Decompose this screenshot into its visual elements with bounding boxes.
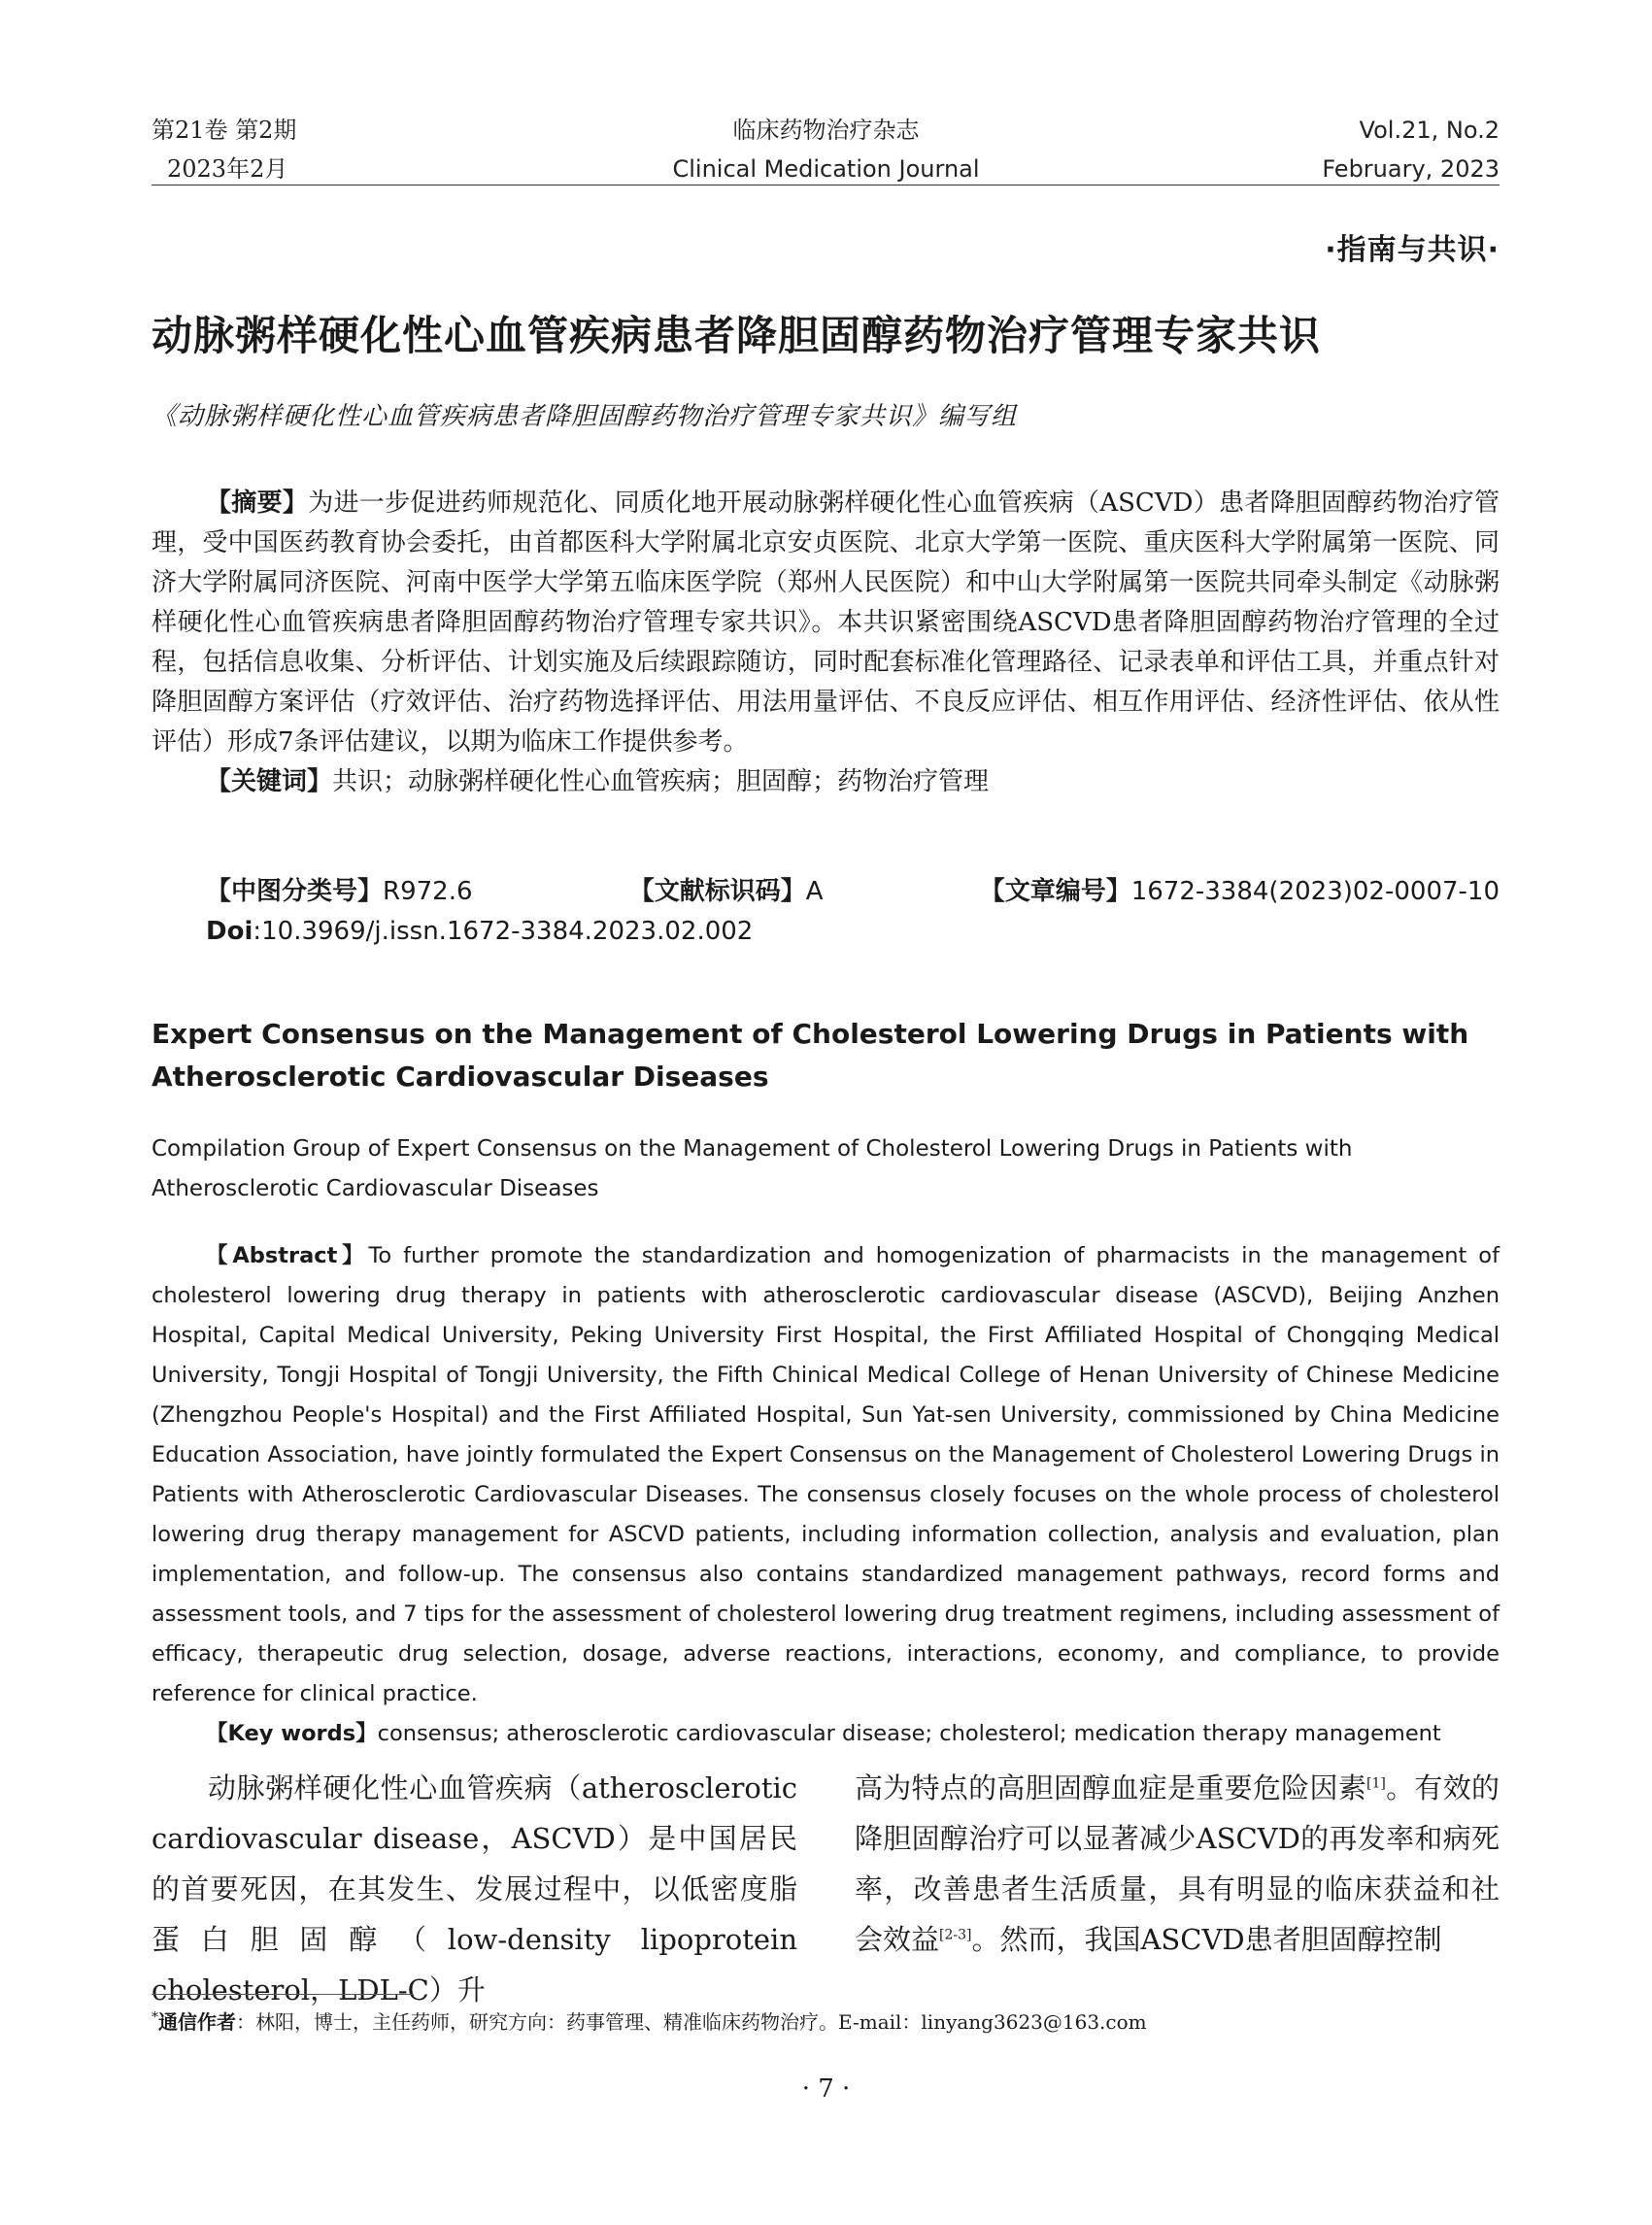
abstract-text-en: To further promote the standardization and homogenization of pharmacists in the management of cholesterol lowering drug therapy in patients with atherosclerotic cardiovascular disease (ASCVD), Beijing Anzhen Hospital, Capital Medical University, Peking University First Hospital, the First Affiliated Hospital of Chongqing Medical University, Tongji Hospital of Tongji University, the Fifth Chinical Medical College of Henan University of Chinese Medicine (Zhengzhou People's Hospital) and the First Affiliated Hospital, Sun Yat-sen University, commissioned by China Medicine Education Association, have jointly formulated the Expert Consensus on the Management of Cholesterol Lowering Drugs in Patients with Atherosclerotic Cardiovascular Diseases. The consensus closely focuses on the whole process of cholesterol lowering drug therapy management for ASCVD patients, including information collection, analysis and evaluation, plan implementation, and follow-up. The consensus also contains standardized management pathways, record forms and assessment tools, and 7 tips for the assessment of cholesterol lowering drug treatment regimens, including assessment of efficacy, therapeutic drug selection, dosage, adverse reactions, interactions, economy, and compliance, to provide reference for clinical practice.: [152, 1243, 1500, 1706]
doi-value: :10.3969/j.issn.1672-3384.2023.02.002: [253, 917, 754, 946]
journal-volume-issue: 第21卷 第2期: [152, 117, 297, 144]
footnote-rule: [152, 1994, 414, 1995]
article-title-cn: 动脉粥样硬化性心血管疾病患者降胆固醇药物治疗管理专家共识: [152, 312, 1322, 359]
footnote-label: 通信作者: [158, 2010, 236, 2034]
corresponding-author-footnote: [152, 2006, 1147, 2035]
citation-ref[interactable]: [2-3]: [939, 1927, 972, 1943]
journal-date-cn: 2023年2月: [167, 155, 288, 183]
clc-field: [206, 871, 473, 907]
clc-value: R972.6: [383, 877, 473, 906]
section-tag: ·指南与共识·: [1325, 233, 1500, 267]
footnote-text: ：林阳，博士，主任药师，研究方向：药事管理、精准临床药物治疗。E-mail：linyang3623@163.com: [236, 2010, 1147, 2034]
clc-label: 【中图分类号】: [206, 877, 384, 906]
doccode-field: [629, 871, 824, 907]
journal-name-cn: 临床药物治疗杂志: [732, 117, 920, 144]
article-number-field: [980, 871, 1500, 907]
doccode-value: A: [805, 877, 824, 906]
footnote-marker: *: [152, 2009, 158, 2026]
journal-date-en: February, 2023: [1322, 155, 1500, 183]
keywords-text-en: consensus; atherosclerotic cardiovascular disease; cholesterol; medication therapy management: [377, 1721, 1441, 1746]
keywords-label-en: 【Key words】: [206, 1721, 378, 1746]
article-number-value: 1672-3384(2023)02-0007-10: [1130, 877, 1500, 906]
article-title-en: Expert Consensus on the Management of Cholesterol Lowering Drugs in Patients with Atherosclerotic Cardiovascular Diseases: [152, 1018, 1469, 1093]
abstract-en: [152, 1236, 1500, 1754]
abstract-label-cn: 【摘要】: [206, 489, 309, 518]
doi-label: Doi: [206, 917, 253, 946]
authors-en: Compilation Group of Expert Consensus on the Management of Cholesterol Lowering Drugs in Patients with Atherosclerotic Cardiovascular Diseases: [152, 1136, 1353, 1201]
doi-line: [206, 917, 753, 946]
abstract-label-en: 【Abstract】: [206, 1243, 369, 1268]
abstract-text-cn: 为进一步促进药师规范化、同质化地开展动脉粥样硬化性心血管疾病（ASCVD）患者降胆固醇药物治疗管理，受中国医药教育协会委托，由首都医科大学附属北京安贞医院、北京大学第一医院、重庆医科大学附属第一医院、同济大学附属同济医院、河南中医学大学第五临床医学院（郑州人民医院）和中山大学附属第一医院共同牵头制定《动脉粥样硬化性心血管疾病患者降胆固醇药物治疗管理专家共识》。本共识紧密围绕ASCVD患者降胆固醇药物治疗管理的全过程，包括信息收集、分析评估、计划实施及后续跟踪随访，同时配套标准化管理路径、记录表单和评估工具，并重点针对降胆固醇方案评估（疗效评估、治疗药物选择评估、用法用量评估、不良反应评估、相互作用评估、经济性评估、依从性评估）形成7条评估建议，以期为临床工作提供参考。: [152, 489, 1500, 757]
body-paragraph: 动脉粥样硬化性心血管疾病（atherosclerotic cardiovascular disease，ASCVD）是中国居民的首要死因，在其发生、发展过程中，以低密度脂蛋白胆固醇（low-density lipoprotein cholesterol，LDL-C）升: [152, 1771, 797, 2006]
doccode-label: 【文献标识码】: [628, 877, 806, 906]
authors-cn: 《动脉粥样硬化性心血管疾病患者降胆固醇药物治疗管理专家共识》编写组: [152, 402, 1018, 431]
keywords-label-cn: 【关键词】: [206, 767, 333, 796]
body-text-segment: 。有效的降胆固醇治疗可以显著减少ASCVD的再发率和病死率，改善患者生活质量，具有明显的临床获益和社会效益: [855, 1771, 1500, 1956]
page-number: · 7 ·: [801, 2074, 851, 2104]
journal-volume-en: Vol.21, No.2: [1359, 117, 1500, 144]
body-text-segment: 。然而，我国ASCVD患者胆固醇控制: [971, 1923, 1442, 1956]
keywords-text-cn: 共识；动脉粥样硬化性心血管疾病；胆固醇；药物治疗管理: [332, 767, 990, 796]
journal-name-en: Clinical Medication Journal: [672, 155, 980, 183]
article-number-label: 【文章编号】: [979, 877, 1131, 906]
citation-ref[interactable]: [1]: [1366, 1775, 1386, 1792]
body-column-left: [152, 1763, 797, 2015]
classification-row: [206, 871, 1500, 907]
body-text-segment: 高为特点的高胆固醇血症是重要危险因素: [855, 1771, 1367, 1804]
abstract-cn: [152, 484, 1500, 802]
body-paragraph-continued: [855, 1763, 1500, 1965]
body-column-right: [855, 1763, 1500, 1965]
